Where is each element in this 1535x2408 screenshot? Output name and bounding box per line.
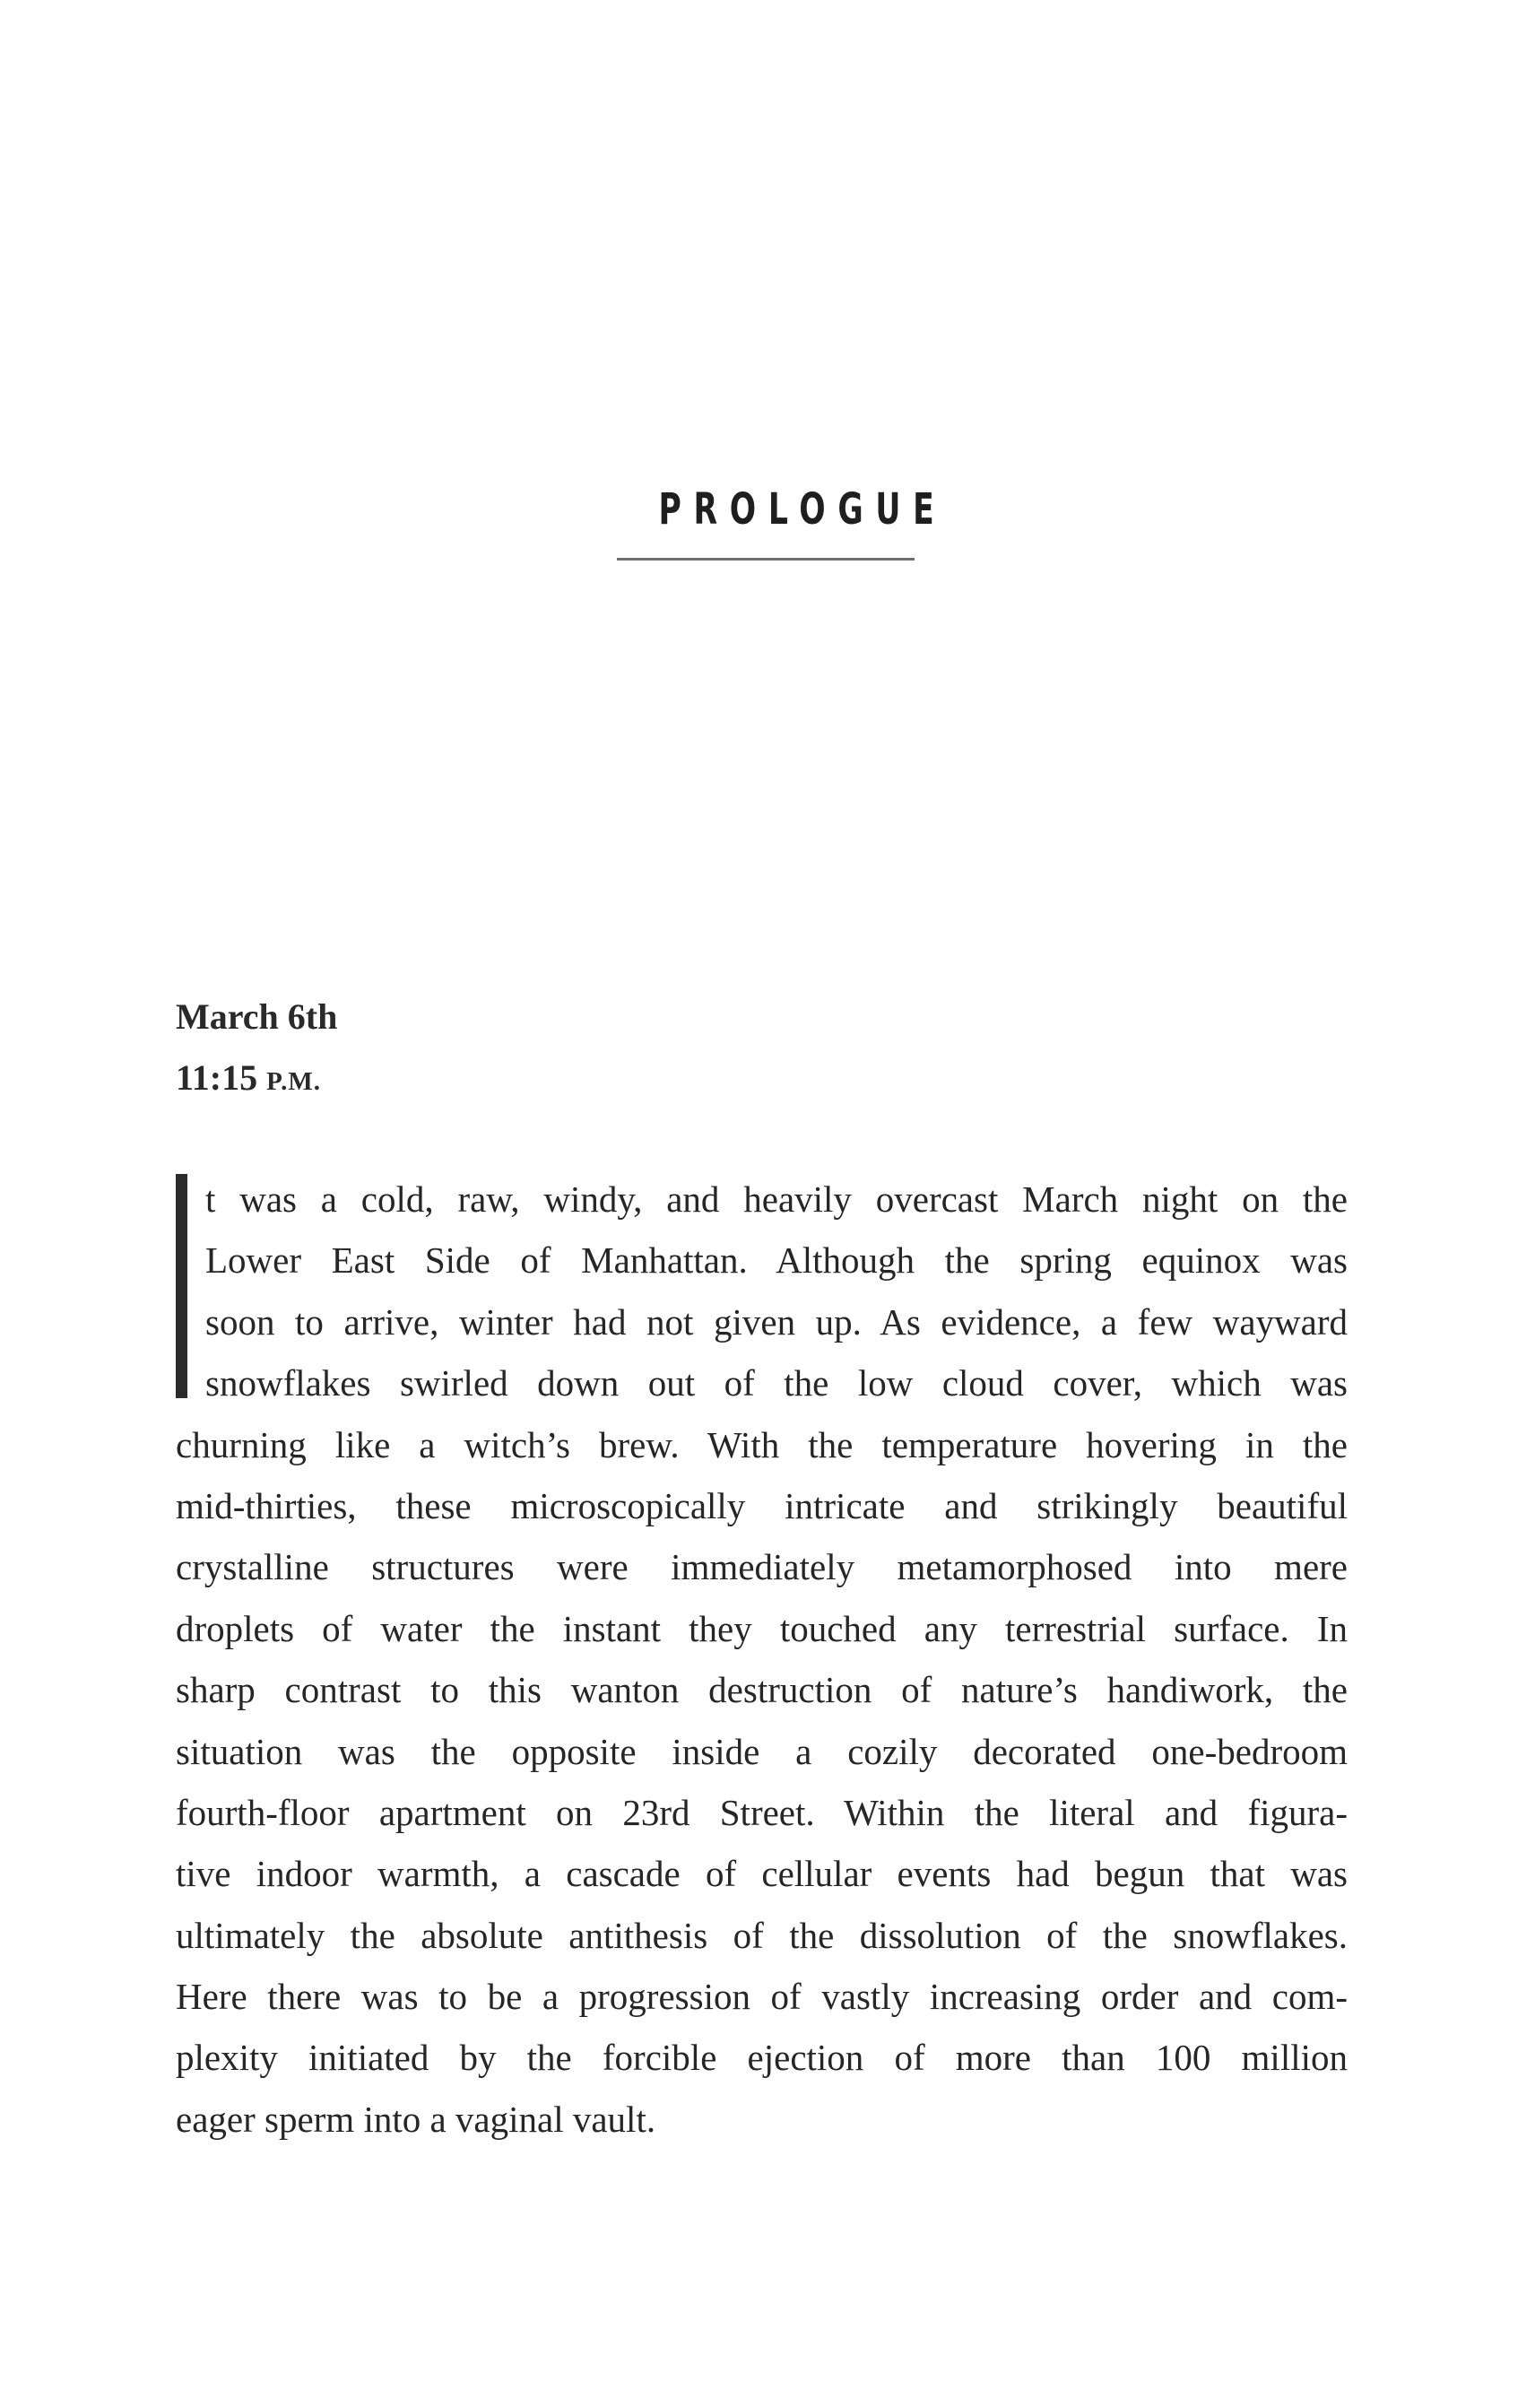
text-line: situation was the opposite inside a cozily decorated one-bedroom [176,1730,1348,1772]
chapter-heading [617,482,947,561]
text-line: soon to arrive, winter had not given up. As evidence, a few wayward [205,1300,1348,1343]
chapter-title: PROLOGUE [658,484,947,535]
text-line: Lower East Side of Manhattan. Although the spring equinox was [205,1239,1348,1282]
text-line: Here there was to be a progression of vastly increasing order and com- [176,1976,1348,2018]
text-line: t was a cold, raw, windy, and heavily overcast March night on the [205,1178,1348,1220]
dateline-meridiem: P.M. [266,1067,322,1096]
dateline-time: 11:15 [176,1057,258,1098]
text-line: churning like a witch’s brew. With the temperature hovering in the [176,1423,1348,1465]
body-text [176,1169,1348,2150]
text-line: sharp contrast to this wanton destruction of nature’s handiwork, the [176,1669,1348,1711]
chapter-title-underline [617,558,915,561]
text-line: snowflakes swirled down out of the low cloud cover, which was [205,1362,1348,1404]
text-line: droplets of water the instant they touched any terrestrial surface. In [176,1607,1348,1649]
text-line: tive indoor warmth, a cascade of cellular events had begun that was [176,1853,1348,1895]
text-line: fourth-floor apartment on 23rd Street. Within the literal and figura- [176,1791,1348,1833]
text-line: mid-thirties, these microscopically intricate and strikingly beautiful [176,1484,1348,1526]
dateline-date: March 6th [176,996,338,1037]
dateline [176,987,893,1112]
text-line: plexity initiated by the forcible ejection of more than 100 million [176,2037,1348,2079]
text-line: eager sperm into a vaginal vault. [176,2098,656,2140]
dateline-time-row [176,1048,893,1112]
text-line: ultimately the absolute antithesis of the dissolution of the snowflakes. [176,1914,1348,1956]
drop-cap-letter [176,1174,187,1398]
text-line: crystalline structures were immediately metamorphosed into mere [176,1546,1348,1588]
